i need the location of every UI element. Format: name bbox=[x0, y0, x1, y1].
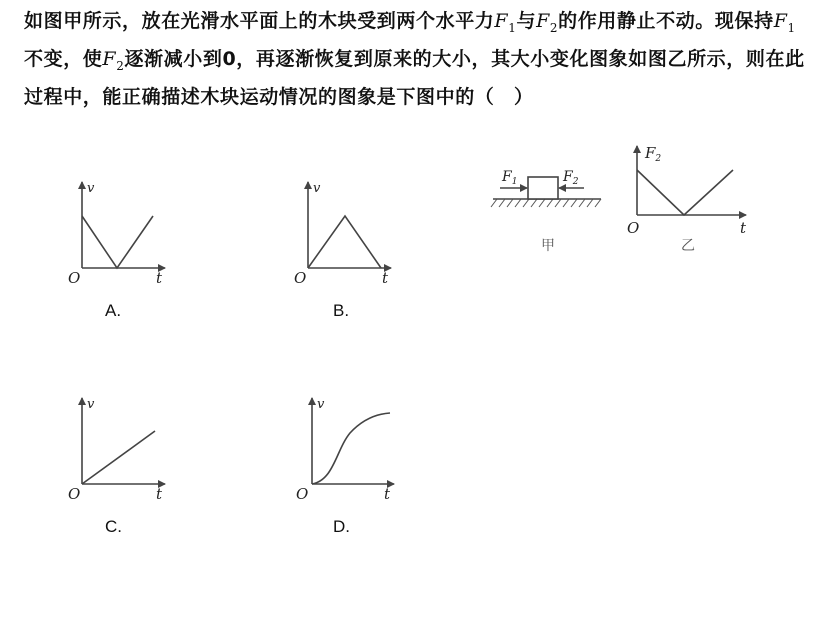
a-v-label: v bbox=[87, 181, 95, 196]
question-seg1: 如图甲所示，放在光滑水平面上的木块受到两个水平力 bbox=[24, 10, 495, 32]
option-c-graph bbox=[68, 397, 165, 536]
d-origin-label: O bbox=[296, 485, 309, 503]
f2-symbol: $F_2$ bbox=[536, 10, 559, 35]
d-velocity-curve bbox=[312, 413, 390, 484]
figure-jia bbox=[491, 169, 601, 254]
option-d-label[interactable]: D. bbox=[333, 517, 350, 536]
force-f1-label: $F_1$ bbox=[502, 169, 518, 187]
b-v-label: v bbox=[313, 181, 321, 196]
a-t-label: t bbox=[156, 269, 163, 287]
option-a-graph bbox=[68, 181, 165, 320]
d-t-label: t bbox=[384, 485, 391, 503]
wooden-block bbox=[528, 177, 558, 199]
c-t-label: t bbox=[156, 485, 163, 503]
yi-y-label: $F_2$ bbox=[645, 144, 662, 164]
f1-symbol: $F_1$ bbox=[494, 10, 517, 35]
yi-x-label: t bbox=[740, 219, 747, 237]
f2-symbol-2: $F_2$ bbox=[102, 47, 125, 73]
b-origin-label: O bbox=[294, 269, 307, 287]
f1-symbol-2: $F_1$ bbox=[773, 10, 796, 35]
c-v-label: v bbox=[87, 397, 95, 412]
question-seg3: 的作用静止不动。现保持 bbox=[558, 10, 774, 32]
c-velocity-curve bbox=[82, 431, 155, 484]
d-v-label: v bbox=[317, 397, 325, 412]
ground-hatching bbox=[491, 199, 601, 207]
option-a-label[interactable]: A. bbox=[105, 301, 122, 320]
question-seg4: 不变，使 bbox=[24, 47, 103, 70]
question-seg5: 逐渐减小到0，再逐渐恢复到原来的大小，其大小变化图象如图乙所示，则在此过程中，能正确描述木块运动情况的图象是下图中的（ ） bbox=[24, 47, 805, 108]
figure-jia-caption: 甲 bbox=[541, 238, 555, 254]
option-c-label[interactable]: C. bbox=[105, 517, 122, 536]
b-t-label: t bbox=[382, 269, 389, 287]
yi-origin-label: O bbox=[627, 219, 640, 237]
force-f2-label: $F_2$ bbox=[563, 169, 579, 187]
b-velocity-curve bbox=[308, 216, 381, 268]
option-b-label[interactable]: B. bbox=[333, 301, 350, 320]
figure-yi bbox=[627, 144, 747, 254]
a-origin-label: O bbox=[68, 269, 81, 287]
c-origin-label: O bbox=[68, 485, 81, 503]
a-velocity-curve bbox=[82, 216, 153, 268]
question-seg2: 与 bbox=[516, 10, 537, 32]
option-b-graph bbox=[294, 181, 391, 320]
figure-yi-caption: 乙 bbox=[681, 238, 695, 254]
yi-f2-curve bbox=[637, 170, 733, 215]
option-d-graph bbox=[296, 397, 394, 536]
